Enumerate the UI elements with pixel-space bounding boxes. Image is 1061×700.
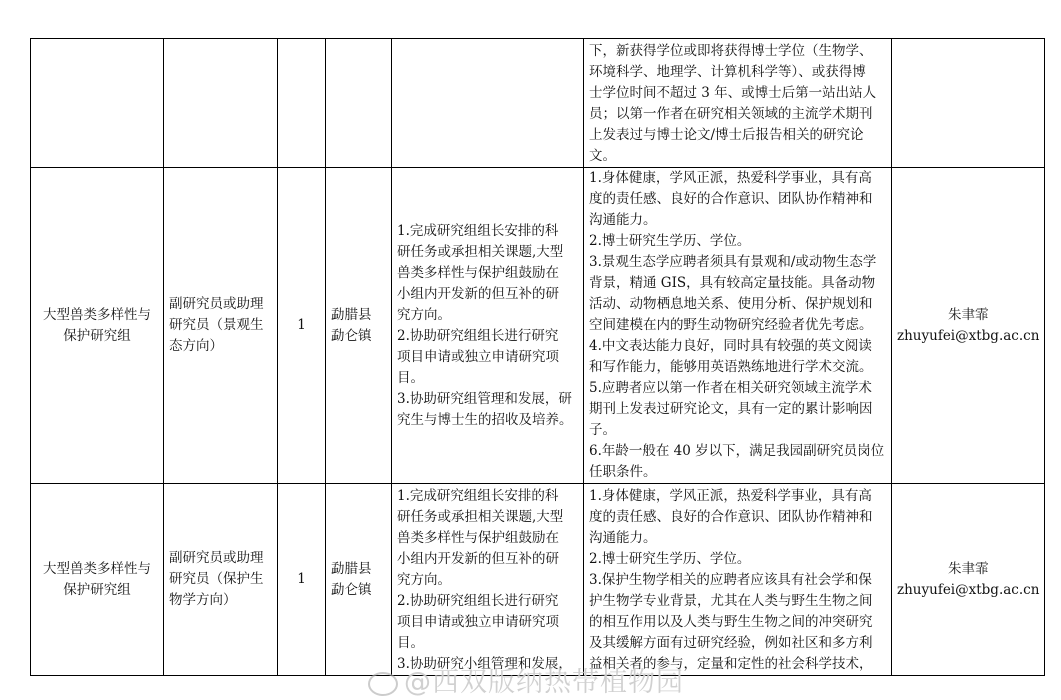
- group-cell: [31, 39, 164, 168]
- weibo-watermark: [368, 660, 684, 699]
- count-cell: 1: [278, 484, 326, 676]
- duties-cell: 1.完成研究组组长安排的科 研任务或承担相关课题,大型 兽类多样性与保护组鼓励在 小组内开发新的但互补的研 究方向。 2.协助研究组组长进行研究 项目申请或独立申请研究项 目。 3.协助研究组管理和发展，研 究生与博士生的招收及培养。: [392, 168, 584, 484]
- contact-cell: 朱聿霏 zhuyufei@xtbg.ac.cn: [892, 168, 1045, 484]
- table-row: [31, 484, 1045, 676]
- requirements-cell: 1.身体健康，学风正派，热爱科学事业，具有高 度的责任感、良好的合作意识、团队协作精神和 沟通能力。 2.博士研究生学历、学位。 3.景观生态学应聘者须具有景观和/或动物生态学 背景，精通 GIS，具有较高定量技能。具备动物 活动、动物栖息地关系、使用分析、保护规划和 空间建模在内的野生动物研究经验者优先考虑。 4.中文表达能力良好，同时具有较强的英文阅读 和写作能力，能够用英语熟练地进行学术交流。 5.应聘者应以第一作者在相关研究领域主流学术 期刊上发表过研究论文，具有一定的累计影响因 子。 6.年龄一般在 40 岁以下，满足我园副研究员岗位 任职条件。: [584, 168, 892, 484]
- contact-cell: [892, 39, 1045, 168]
- location-cell: [326, 39, 392, 168]
- weibo-logo-icon: [368, 672, 398, 696]
- job-table: [30, 38, 1045, 676]
- requirements-cell: 1.身体健康，学风正派，热爱科学事业，具有高 度的责任感、良好的合作意识、团队协作精神和 沟通能力。 2.博士研究生学历、学位。 3.保护生物学相关的应聘者应该具有社会学和保 护生物学专业背景，尤其在人类与野生生物之间 的相互作用以及人类与野生生物之间的冲突研究 及其缓解方面有过研究经验，例如社区和多方利 益相关者的参与，定量和定性的社会科学技术，: [584, 484, 892, 676]
- duties-cell: [392, 39, 584, 168]
- group-cell: 大型兽类多样性与 保护研究组: [31, 484, 164, 676]
- table-row: [31, 39, 1045, 168]
- position-cell: 副研究员或助理 研究员（保护生 物学方向）: [164, 484, 278, 676]
- duties-cell: 1.完成研究组组长安排的科 研任务或承担相关课题,大型 兽类多样性与保护组鼓励在 小组内开发新的但互补的研 究方向。 2.协助研究组组长进行研究 项目申请或独立申请研究项 目。 3.协助研究小组管理和发展，: [392, 484, 584, 676]
- location-cell: 勐腊县 勐仑镇: [326, 168, 392, 484]
- requirements-cell: 下，新获得学位或即将获得博士学位（生物学、 环境科学、地理学、计算机科学等）、或获得博 士学位时间不超过 3 年、或博士后第一站出站人 员；以第一作者在研究相关领域的主流学术期刊 上发表过与博士论文/博士后报告相关的研究论 文。: [584, 39, 892, 168]
- group-cell: 大型兽类多样性与 保护研究组: [31, 168, 164, 484]
- table-row: [31, 168, 1045, 484]
- contact-cell: 朱聿霏 zhuyufei@xtbg.ac.cn: [892, 484, 1045, 676]
- count-cell: 1: [278, 168, 326, 484]
- watermark-text: @西双版纳热带植物园: [404, 667, 684, 698]
- location-cell: 勐腊县 勐仑镇: [326, 484, 392, 676]
- position-cell: 副研究员或助理 研究员（景观生 态方向）: [164, 168, 278, 484]
- count-cell: [278, 39, 326, 168]
- position-cell: [164, 39, 278, 168]
